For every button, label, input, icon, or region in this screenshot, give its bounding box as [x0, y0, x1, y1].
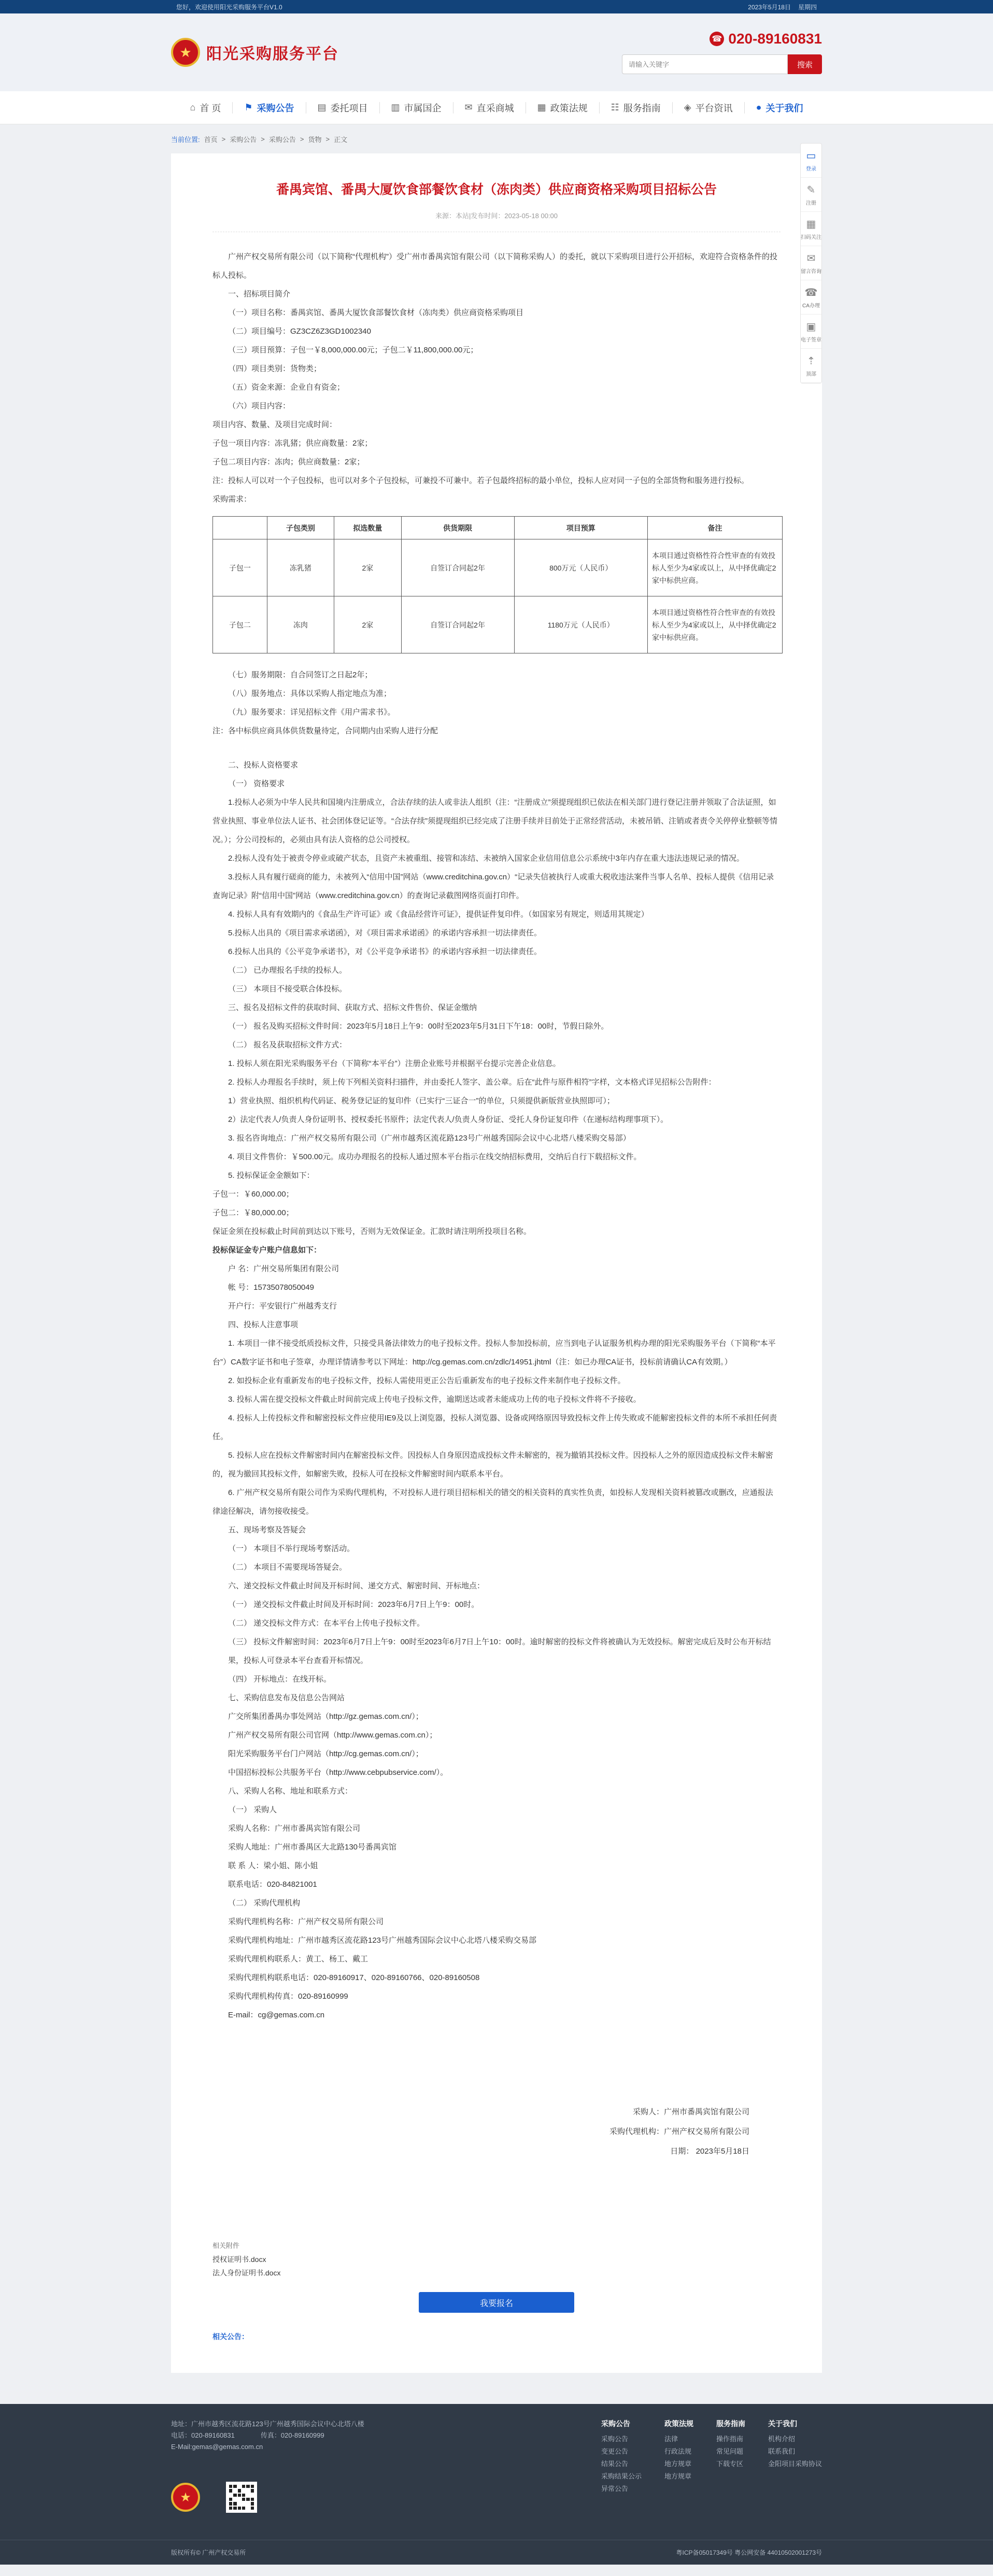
site-footer — [0, 2404, 993, 2565]
footer-link[interactable]: 变更公告 — [601, 2447, 628, 2455]
notice-item: （一） 报名及购买招标文件时间：2023年5月18日上午9：00时至2023年5月31日下午18：00时，节假日除外。 — [228, 1022, 609, 1031]
breadcrumb-sep: > — [325, 135, 330, 143]
deadline-item: （一） 递交投标文件截止时间及开标时间：2023年6月7日上午9：00时。 — [228, 1600, 479, 1609]
contact-line: 采购代理机构地址：广州市越秀区流花路123号广州越秀国际会议中心北塔八楼采购交易部 — [228, 1936, 537, 1945]
nav-direct-mall[interactable] — [457, 97, 522, 119]
notice-item: 1. 投标人须在阳光采购服务平台（下简称“本平台”）注册企业账号并根据平台提示完善企业信息。 — [228, 1059, 561, 1068]
nav-label: 委托项目 — [330, 103, 368, 113]
table-cell: 本项目通过资格性符合性审查的有效投标人至少为4家或以上，从中择优确定2家中标供应商。 — [648, 539, 783, 596]
emblem-icon: ★ — [171, 38, 200, 67]
footer-link[interactable]: 联系我们 — [768, 2447, 795, 2455]
website-item[interactable]: 阳光采购服务平台门户网站（http://cg.gemas.com.cn/）； — [228, 1749, 423, 1758]
notice-item: 5. 投标保证金金额如下： — [228, 1171, 315, 1180]
sidebar-label: 登录 — [806, 166, 816, 172]
requirements-table — [212, 516, 783, 653]
copyright: 版权所有© 广州产权交易所 — [171, 2549, 246, 2556]
table-cell: 冻乳猪 — [267, 539, 334, 596]
nav-service-guide[interactable] — [603, 97, 669, 119]
nav-divider — [672, 102, 673, 113]
nav-divider — [232, 102, 233, 113]
footer-column-title[interactable]: 关于我们 — [768, 2420, 797, 2428]
top-bar — [0, 0, 993, 13]
deadline-item: （三） 投标文件解密时间：2023年6月7日上午9：00时至2023年6月7日上午10：00时。逾时解密的投标文件将被确认为无效投标。解密完成后及时公布开标结果，投标人可登录本平台查看开标情况。 — [228, 1638, 771, 1665]
sidebar-register[interactable] — [801, 178, 821, 212]
service-item: （七）服务期限：自合同签订之日起2年； — [228, 671, 373, 679]
hotline-number: 020-89160831 — [728, 31, 822, 47]
monitor-icon: ▭ — [806, 150, 816, 162]
footer-contact — [171, 2418, 364, 2513]
about-icon: ● — [756, 102, 762, 112]
signature-block — [212, 2102, 781, 2161]
qualification-item: 2.投标人没有处于被责令停业或破产状态，且资产未被重组、接管和冻结、未被纳入国家企业信用信息公示系统中3年内存在重大违法违规记录的情况。 — [228, 854, 744, 863]
pen-icon: ✎ — [806, 184, 816, 196]
footer-link[interactable]: 行政法规 — [664, 2447, 691, 2455]
headset-icon: ☎ — [804, 287, 818, 298]
breadcrumb-sep: > — [300, 135, 304, 143]
project-item: （二）项目编号：GZ3CZ6Z3GD1002340 — [228, 327, 371, 336]
breadcrumb — [171, 124, 822, 153]
nav-about-us[interactable] — [748, 97, 812, 119]
site-logo[interactable] — [171, 38, 339, 67]
nav-label: 平台资讯 — [695, 103, 733, 113]
account-line: 开户行：平安银行广州越秀支行 — [228, 1302, 337, 1311]
qr-icon: ▦ — [806, 218, 816, 230]
deposit-item: 子包二：￥80,000.00； — [212, 1208, 294, 1217]
service-item: （八）服务地点：具体以采购人指定地点为准； — [228, 689, 392, 698]
website-item[interactable]: 广交所集团番禺办事处网站（http://gz.gemas.com.cn/）； — [228, 1712, 423, 1721]
allocation-note: 注：各中标供应商具体供货数量待定，合同期内由采购人进行分配 — [212, 727, 438, 735]
footer-bottom — [0, 2540, 993, 2565]
date-text: 2023年5月18日 — [748, 3, 791, 11]
deposit-item: 子包一：￥60,000.00； — [212, 1190, 294, 1199]
section-heading: 二、投标人资格要求 — [228, 761, 299, 770]
project-item: 项目内容、数量、及项目完成时间： — [212, 420, 337, 429]
notice-item: 2. 投标人办理报名手续时，须上传下列相关资料扫描件，并由委托人签字、盖公章。后在“此件与原件相符”字样，文本格式详见招标公告附件： — [228, 1078, 716, 1087]
footer-column-title[interactable]: 服务指南 — [716, 2420, 745, 2428]
footer-link[interactable]: 常见问题 — [716, 2447, 743, 2455]
message-icon: ✉ — [806, 252, 816, 264]
icp-record[interactable]: 粤ICP备05017349号 粤公网安备 44010502001273号 — [676, 2549, 822, 2556]
sidebar-ca[interactable] — [801, 280, 821, 315]
signature-line: 日期： 2023年5月18日 — [670, 2147, 749, 2156]
nav-label: 政策法规 — [550, 103, 588, 113]
sidebar-label: CA办理 — [802, 303, 820, 309]
website-item[interactable]: 广州产权交易所有限公司官网（http://www.gemas.com.cn）； — [228, 1731, 437, 1740]
table-cell: 子包二 — [213, 596, 267, 653]
police-badge-icon: ★ — [171, 2483, 200, 2512]
table-header-cell: 备注 — [648, 517, 783, 539]
nav-policies[interactable] — [529, 97, 596, 119]
notice-item: 3. 报名咨询地点：广州产权交易所有限公司（广州市越秀区流花路123号广州越秀国际会议中心北塔八楼采购交易部） — [228, 1134, 631, 1143]
footer-phone: 电话：020-89160831 — [171, 2431, 235, 2439]
section-heading: 五、现场考察及答疑会 — [228, 1526, 306, 1534]
enroll-button[interactable]: 我要报名 — [419, 2292, 574, 2313]
search-input[interactable] — [622, 54, 788, 74]
footer-link[interactable]: 地方规章 — [664, 2472, 691, 2480]
footer-address: 地址：广州市越秀区流花路123号广州越秀国际会议中心北塔八楼 — [171, 2420, 364, 2428]
attention-item: 2. 如投标企业有重新发布的电子投标文件，投标人需使用更正公告后重新发布的电子投标文件来制作电子投标文件。 — [228, 1376, 626, 1385]
qualification-item: 5.投标人出具的《项目需求承诺函》，对《项目需求承诺函》的承诺内容承担一切法律责任。 — [228, 929, 542, 937]
notice-item: （三） 本项目不接受联合体投标。 — [228, 985, 347, 993]
sidebar-label: 扫码关注 — [801, 234, 821, 240]
attention-item: 4. 投标人上传投标文件和解密投标文件应使用IE9及以上浏览器，投标人浏览器、设备或网络原因导致投标文件上传失败或不能解密投标文件的本所不承担任何责任。 — [212, 1414, 777, 1441]
table-header-cell: 拟选数量 — [334, 517, 402, 539]
nav-label: 服务指南 — [623, 103, 661, 113]
section-heading: 三、报名及招标文件的获取时间、获取方式、招标文件售价、保证金缴纳 — [228, 1003, 477, 1012]
attention-item: 6. 广州产权交易所有限公司作为采购代理机构，不对投标人进行项目招标相关的错交的相关资料的真实性负责，如投标人发现相关资料被篡改或删改，应通报法律途径解决，请勿接收接受。 — [212, 1488, 773, 1516]
notice-item: （二） 报名及获取招标文件方式： — [228, 1041, 347, 1049]
deadline-item: （二） 递交投标文件方式：在本平台上传电子投标文件。 — [228, 1619, 425, 1628]
home-icon: ⌂ — [190, 102, 196, 112]
weekday-text: 星期四 — [798, 3, 817, 11]
footer-column — [716, 2418, 745, 2513]
search-button[interactable]: 搜索 — [788, 54, 822, 74]
document-icon: ▤ — [317, 102, 327, 112]
attention-item: 5. 投标人应在投标文件解密时间内在解密投标文件。因投标人自身原因造成投标文件未解密的，视为撤销其投标文件。因投标人之外的原因造成投标文件未解密的，视为撤回其投标文件，如解密失败，投标人可在投标文件解密时间内联系本平台。 — [212, 1451, 773, 1478]
notice-item: 1）营业执照、组织机构代码证、税务登记证的复印件（已实行“三证合一”的单位，只须提供新版营业执照即可）； — [228, 1097, 615, 1105]
nav-home[interactable] — [181, 97, 229, 119]
table-header-cell: 供货期限 — [401, 517, 514, 539]
building-icon: ▥ — [391, 102, 400, 112]
project-item: 子包二项目内容：冻肉；供应商数量：2家； — [212, 458, 365, 466]
attention-item: 1. 本项目一律不接受纸质投标文件，只接受具备法律效力的电子投标文件。投标人参加投标前，应当到电子认证服务机构办理的阳光采购服务平台（下简称“本平台”）CA数字证书和电子签章，办理详情请参考以下网址：http://cg.gemas.com.cn/zdlc/14951.jhtml（注：如已办理CA证书，投标前请确认CA有效期。） — [212, 1339, 776, 1367]
nav-label: 采购公告 — [257, 103, 294, 113]
table-cell: 冻肉 — [267, 596, 334, 653]
logo-text: 阳光采购服务平台 — [206, 46, 339, 63]
intro-paragraph: 广州产权交易所有限公司（以下简称“代理机构”）受广州市番禺宾馆有限公司（以下简称采购人）的委托，就以下采购项目进行公开招标，欢迎符合资格条件的投标人投标。 — [212, 252, 777, 280]
location-label: 当前位置: — [171, 135, 200, 144]
table-cell: 本项目通过资格性符合性审查的有效投标人至少为4家或以上，从中择优确定2家中标供应商。 — [648, 596, 783, 653]
table-cell: 子包一 — [213, 539, 267, 596]
section-heading: 六、递交投标文件截止时间及开标时间、递交方式、解密时间、开标地点： — [228, 1582, 485, 1590]
nav-platform-news[interactable] — [676, 97, 741, 119]
website-item[interactable]: 中国招标投标公共服务平台（http://www.cebpubservice.com/）。 — [228, 1768, 448, 1777]
section-heading: 八、采购人名称、地址和联系方式： — [228, 1787, 353, 1796]
breadcrumb-notices-sub[interactable]: 采购公告 — [268, 135, 296, 144]
contact-line: 采购代理机构联系人：黄工、杨工、戴工 — [228, 1955, 368, 1963]
breadcrumb-sep: > — [261, 135, 265, 143]
arrow-up-icon: ⇡ — [806, 355, 816, 367]
nav-label: 市属国企 — [404, 103, 442, 113]
breadcrumb-home[interactable]: 首页 — [204, 135, 218, 144]
project-item: （四）项目类别：货物类； — [228, 364, 322, 373]
sidebar-login[interactable] — [801, 144, 821, 178]
nav-divider — [599, 102, 600, 113]
footer-fax: 传真：020-89160999 — [260, 2431, 324, 2439]
sidebar-label: 留言咨询 — [801, 268, 821, 275]
sidebar-label: 电子签章 — [801, 337, 821, 343]
attachment-link[interactable]: 授权证明书.docx — [212, 2255, 266, 2264]
qr-code-icon — [226, 2482, 257, 2513]
qualification-item: 6.投标人出具的《公平竞争承诺书》，对《公平竞争承诺书》的承诺内容承担一切法律责任。 — [228, 947, 542, 956]
footer-column — [601, 2418, 642, 2513]
footer-link[interactable]: 结果公告 — [601, 2460, 628, 2468]
sidebar-top[interactable] — [801, 349, 821, 383]
table-header-cell: 项目预算 — [514, 517, 647, 539]
article-meta: 来源：本站|发布时间：2023-05-18 00:00 — [212, 210, 781, 232]
nav-procurement-notices[interactable] — [236, 97, 302, 119]
footer-link[interactable]: 下载专区 — [716, 2460, 743, 2468]
contact-line: 联 系 人：梁小姐、陈小姐 — [228, 1861, 318, 1870]
section-heading: 一、招标项目简介 — [228, 290, 291, 298]
sidebar-label: 顶部 — [806, 371, 816, 377]
footer-link[interactable]: 法律 — [664, 2435, 678, 2443]
table-row — [213, 596, 783, 653]
footer-link[interactable]: 机构介绍 — [768, 2435, 795, 2443]
mall-icon: ✉ — [464, 102, 473, 112]
hotline — [710, 31, 822, 47]
account-line: 帐 号：15735078050049 — [228, 1283, 314, 1292]
attachments — [212, 2239, 781, 2280]
guide-icon: ☷ — [611, 102, 619, 112]
contact-line: 采购代理机构传真：020-89160999 — [228, 1992, 348, 2001]
footer-link[interactable]: 金阳项目采购协议 — [768, 2460, 822, 2468]
table-cell: 自签订合同起2年 — [401, 539, 514, 596]
nav-entrusted-projects[interactable] — [309, 97, 376, 119]
footer-link[interactable]: 操作指南 — [716, 2435, 743, 2443]
footer-column-title[interactable]: 政策法规 — [664, 2420, 693, 2428]
nav-label: 首 页 — [200, 103, 221, 113]
footer-column — [664, 2418, 693, 2513]
attachments-heading: 相关附件 — [212, 2242, 240, 2250]
contact-line: E-mail：cg@gemas.com.cn — [228, 2011, 325, 2019]
deadline-item: （四） 开标地点：在线开标。 — [228, 1675, 332, 1684]
footer-column — [768, 2418, 822, 2513]
signature-line: 采购代理机构：广州产权交易所有限公司 — [609, 2127, 749, 2136]
signature-line: 采购人：广州市番禺宾馆有限公司 — [632, 2108, 749, 2116]
qualification-item: 3.投标人具有履行磋商的能力，未被列入“信用中国”网站（www.creditchina.gov.cn）“记录失信被执行人或重大税收违法案件当事人名单、投标人提供《信用记录查询记录》附“信用中国”网站（www.creditchina.gov.cn）的查询记录截图网络页面打印件。 — [212, 873, 774, 900]
nav-label: 关于我们 — [765, 103, 803, 113]
footer-link[interactable]: 采购公告 — [601, 2435, 628, 2443]
nav-divider — [744, 102, 745, 113]
footer-link[interactable]: 异常公告 — [601, 2485, 628, 2493]
welcome-text: 您好，欢迎使用阳光采购服务平台V1.0 — [176, 3, 282, 11]
contact-line: 采购人地址：广州市番禺区大北路130号番禺宾馆 — [228, 1843, 397, 1852]
site-visit-item: （一） 本项目不举行现场考察活动。 — [228, 1544, 355, 1553]
notice-item: 4. 项目文件售价：￥500.00元。成功办理报名的投标人通过照本平台指示在线交纳招标费用，交纳后自行下载招标文件。 — [228, 1152, 642, 1161]
breadcrumb-goods[interactable]: 货物 — [308, 135, 322, 144]
sub-heading: （一） 采购人 — [228, 1805, 277, 1814]
article-body — [171, 150, 822, 2373]
floating-sidebar — [800, 143, 822, 383]
lot-note: 注：投标人可以对一个子包投标，也可以对多个子包投标，可兼投不可兼中。若子包最终招标的最小单位，投标人应对同一子包的全部货物和服务进行投标。 — [212, 476, 749, 485]
account-line: 户 名：广州交易所集团有限公司 — [228, 1264, 339, 1273]
table-header-row — [213, 517, 783, 539]
search-bar — [622, 54, 822, 74]
sub-heading: （二） 采购代理机构 — [228, 1899, 301, 1908]
breadcrumb-sep: > — [221, 135, 226, 143]
table-header-cell — [213, 517, 267, 539]
footer-column-title[interactable]: 采购公告 — [601, 2420, 630, 2428]
contact-line: 采购代理机构名称：广州产权交易所有限公司 — [228, 1917, 384, 1926]
site-visit-item: （二） 本项目不需要现场答疑会。 — [228, 1563, 347, 1572]
table-cell: 自签订合同起2年 — [401, 596, 514, 653]
table-header-cell: 子包类别 — [267, 517, 334, 539]
table-caption: 采购需求： — [212, 495, 252, 504]
stamp-icon: ▣ — [806, 321, 816, 333]
sidebar-message[interactable] — [801, 246, 821, 280]
main-nav — [0, 91, 993, 124]
project-item: （五）资金来源：企业自有资金； — [228, 383, 345, 392]
project-item: （六）项目内容： — [228, 402, 291, 410]
table-cell: 2家 — [334, 539, 402, 596]
flag-icon: ⚑ — [244, 102, 253, 112]
breadcrumb-notices[interactable]: 采购公告 — [230, 135, 257, 144]
nav-state-enterprises[interactable] — [383, 97, 450, 119]
table-row — [213, 539, 783, 596]
table-cell: 800万元（人民币） — [514, 539, 647, 596]
site-header — [0, 13, 993, 91]
news-icon: ◈ — [684, 102, 691, 112]
attention-item: 3. 投标人需在提交投标文件截止时间前完成上传电子投标文件，逾期送达或者未能成功上传的电子投标文件将不予接收。 — [228, 1395, 641, 1404]
table-cell: 1180万元（人民币） — [514, 596, 647, 653]
footer-link[interactable]: 采购结果公示 — [601, 2472, 642, 2480]
account-heading: 投标保证金专户账户信息如下： — [212, 1246, 322, 1255]
contact-line: 采购人名称：广州市番禺宾馆有限公司 — [228, 1824, 361, 1833]
breadcrumb-current: 正文 — [334, 135, 348, 144]
attachment-link[interactable]: 法人身份证明书.docx — [212, 2269, 281, 2277]
sub-heading: （一） 资格要求 — [228, 779, 285, 788]
nav-label: 直采商城 — [476, 103, 514, 113]
notice-item: （二） 已办理报名手续的投标人。 — [228, 966, 347, 975]
deposit-note: 保证金须在投标截止时间前到达以下账号，否则为无效保证金。汇款时请注明所投项目名称。 — [212, 1227, 532, 1236]
qualification-item: 1.投标人必须为中华人民共和国境内注册成立，合法存续的法人或非法人组织（注：“注册成立”须提现组织已依法在相关部门进行登记注册并领取了合法证照，如营业执照、事业单位法人证书、社会团体登记证等。“合法存续”须提现组织已经完成了注册手续并目前处于正常经营活动，未被吊销、注销或者责令关停停业整顿等情况。）；分公司投标的，必须由具有法人资格的总公司授权。 — [212, 798, 777, 844]
nav-divider — [379, 102, 380, 113]
section-heading: 四、投标人注意事项 — [228, 1320, 299, 1329]
footer-email: E-Mail:gemas@gemas.com.cn — [171, 2443, 263, 2451]
contact-line: 采购代理机构联系电话：020-89160917、020-89160766、020-89160508 — [228, 1973, 480, 1982]
sidebar-signature[interactable] — [801, 315, 821, 349]
law-icon: ▦ — [537, 102, 546, 112]
table-cell: 2家 — [334, 596, 402, 653]
related-notices: 相关公告： — [212, 2332, 249, 2341]
notice-item: 2）法定代表人/负责人身份证明书、授权委托书原件；法定代表人/负责人身份证、受托人身份证复印件（在递标结构理事项下）。 — [228, 1115, 669, 1124]
sidebar-qr[interactable] — [801, 212, 821, 246]
project-item: （一）项目名称：番禺宾馆、番禺大厦饮食部餐饮食材（冻肉类）供应商资格采购项目 — [228, 308, 524, 317]
footer-link[interactable]: 地方规章 — [664, 2460, 691, 2468]
qualification-item: 4. 投标人具有有效期内的《食品生产许可证》或《食品经营许可证》，提供证件复印件。（如国家另有规定，则适用其规定） — [228, 910, 649, 919]
phone-icon: ☎ — [710, 32, 724, 46]
section-heading: 七、采购信息发布及信息公告网站 — [228, 1693, 345, 1702]
footer-links — [601, 2418, 822, 2513]
sidebar-label: 注册 — [806, 200, 816, 206]
service-item: （九）服务要求：详见招标文件《用户需求书》。 — [228, 708, 395, 717]
project-item: （三）项目预算：子包一￥8,000,000.00元；子包二￥11,800,000.00元； — [228, 346, 478, 354]
contact-line: 联系电话：020-84821001 — [228, 1880, 317, 1889]
project-item: 子包一项目内容：冻乳猪；供应商数量：2家； — [212, 439, 373, 448]
article-title: 番禺宾馆、番禺大厦饮食部餐饮食材（冻肉类）供应商资格采购项目招标公告 — [276, 182, 717, 197]
